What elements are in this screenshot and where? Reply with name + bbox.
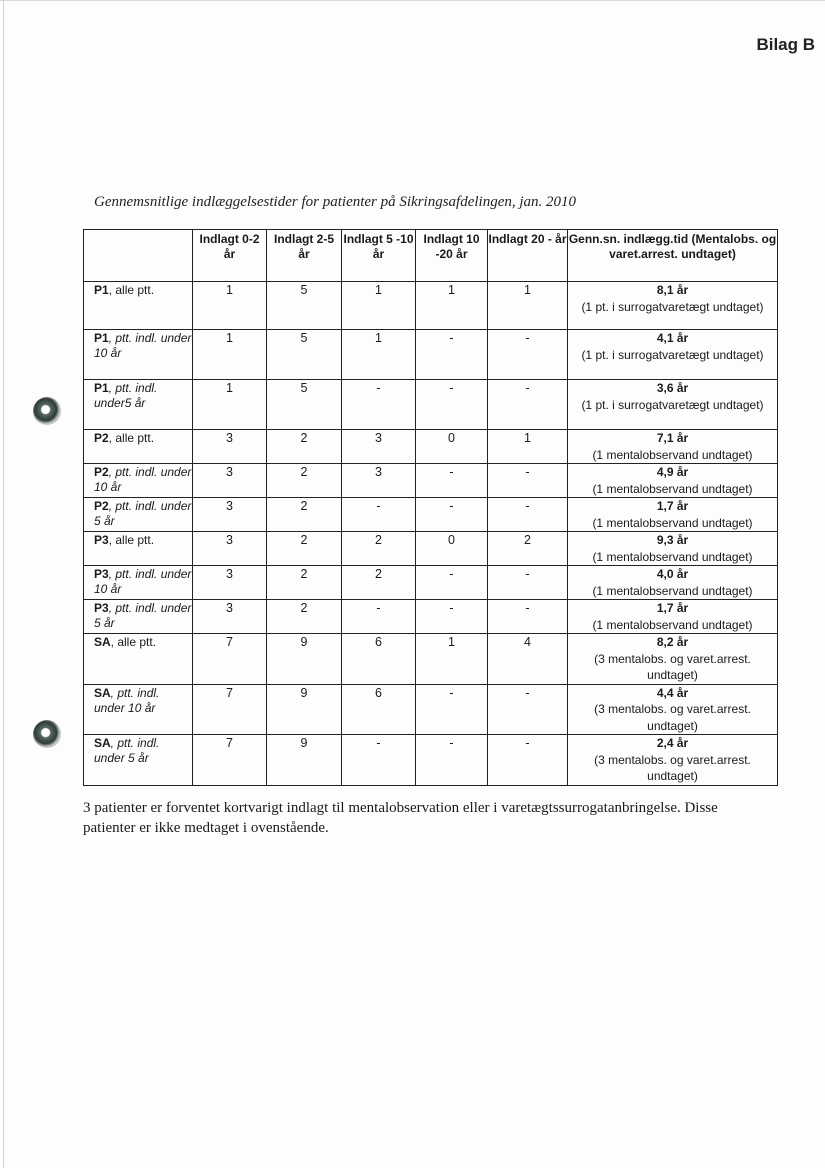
row-description: , ptt. indl. under5 år — [94, 381, 158, 410]
count-cell: 5 — [267, 282, 342, 330]
count-cell: - — [488, 735, 568, 786]
row-description: , ptt. indl. under 10 år — [94, 465, 192, 494]
unit-name: P1 — [94, 283, 109, 297]
header-cell-5-10: Indlagt 5 -10 år — [342, 230, 416, 282]
count-cell: - — [416, 600, 488, 634]
count-cell: 0 — [416, 532, 488, 566]
count-cell: 7 — [193, 735, 267, 786]
count-cell: 0 — [416, 430, 488, 464]
table-row — [84, 735, 778, 786]
row-description: , ptt. indl. under 10 år — [94, 685, 160, 715]
header-cell-2-5: Indlagt 2-5 år — [267, 230, 342, 282]
count-cell: - — [416, 464, 488, 498]
average-note: (1 mentalobservand undtaget) — [592, 447, 753, 462]
punch-hole-icon — [33, 397, 61, 425]
unit-name: P3 — [94, 533, 109, 547]
average-years: 3,6 år — [656, 381, 689, 395]
average-note: (1 mentalobservand undtaget) — [592, 549, 753, 564]
average-years: 8,2 år — [656, 635, 689, 649]
average-years: 7,1 år — [656, 431, 689, 445]
average-note: (1 mentalobservand undtaget) — [592, 481, 753, 496]
count-cell: 3 — [193, 566, 267, 600]
average-years: 4,9 år — [656, 465, 689, 479]
count-cell: - — [416, 330, 488, 380]
average-years: 4,1 år — [656, 331, 689, 345]
unit-name: P3 — [94, 601, 109, 615]
average-years: 8,1 år — [656, 283, 689, 297]
table-row — [84, 684, 778, 735]
average-cell — [568, 282, 778, 330]
count-cell: 2 — [267, 498, 342, 532]
row-label — [84, 380, 193, 430]
admission-table — [83, 229, 778, 786]
table-row — [84, 330, 778, 380]
count-cell: 2 — [267, 430, 342, 464]
count-cell: 1 — [416, 282, 488, 330]
table-caption: Gennemsnitlige indlæggelsestider for patienter på Sikringsafdelingen, jan. 2010 — [94, 194, 577, 210]
count-cell: 1 — [193, 380, 267, 430]
average-years: 9,3 år — [656, 533, 689, 547]
count-cell: 4 — [488, 634, 568, 685]
row-description: , ptt. indl. under 5 år — [94, 499, 192, 528]
row-label — [84, 282, 193, 330]
average-cell — [568, 380, 778, 430]
average-note: (3 mentalobs. og varet.arrest. undtaget) — [594, 651, 751, 682]
count-cell: 1 — [342, 282, 416, 330]
count-cell: - — [416, 566, 488, 600]
count-cell: 3 — [342, 464, 416, 498]
average-note: (1 pt. i surrogatvaretægt undtaget) — [581, 347, 764, 362]
page-left-edge — [3, 0, 4, 1168]
unit-name: SA — [94, 736, 111, 750]
average-note: (1 mentalobservand undtaget) — [592, 515, 753, 530]
average-years: 2,4 år — [656, 736, 689, 750]
count-cell: 5 — [267, 330, 342, 380]
unit-name: P2 — [94, 431, 109, 445]
header-cell-empty — [84, 230, 193, 282]
table-row — [84, 600, 778, 634]
count-cell: 2 — [267, 600, 342, 634]
count-cell: - — [488, 600, 568, 634]
count-cell: 1 — [193, 282, 267, 330]
count-cell: 3 — [193, 498, 267, 532]
count-cell: - — [342, 498, 416, 532]
average-note: (1 mentalobservand undtaget) — [592, 617, 753, 632]
count-cell: - — [342, 735, 416, 786]
row-description: , alle ptt. — [108, 431, 155, 445]
row-label — [84, 498, 193, 532]
average-cell — [568, 684, 778, 735]
count-cell: 2 — [267, 532, 342, 566]
row-label — [84, 464, 193, 498]
unit-name: P1 — [94, 381, 109, 395]
count-cell: 3 — [193, 464, 267, 498]
count-cell: 2 — [342, 532, 416, 566]
table-row — [84, 532, 778, 566]
count-cell: 5 — [267, 380, 342, 430]
appendix-label: Bilag B — [756, 35, 815, 54]
table-row — [84, 566, 778, 600]
average-note: (3 mentalobs. og varet.arrest. undtaget) — [594, 752, 751, 783]
unit-name: P3 — [94, 567, 109, 581]
average-years: 4,0 år — [656, 567, 689, 581]
average-cell — [568, 566, 778, 600]
count-cell: - — [416, 735, 488, 786]
row-label — [84, 532, 193, 566]
header-cell-20-plus: Indlagt 20 - år — [488, 230, 568, 282]
count-cell: - — [416, 380, 488, 430]
count-cell: - — [416, 498, 488, 532]
count-cell: 2 — [342, 566, 416, 600]
average-years: 1,7 år — [656, 601, 689, 615]
count-cell: 7 — [193, 684, 267, 735]
row-description: , alle ptt. — [108, 533, 155, 547]
count-cell: 3 — [342, 430, 416, 464]
count-cell: - — [342, 600, 416, 634]
row-description: , ptt. indl. under 10 år — [94, 567, 192, 596]
average-cell — [568, 430, 778, 464]
average-note: (3 mentalobs. og varet.arrest. undtaget) — [594, 702, 751, 733]
count-cell: - — [488, 684, 568, 735]
average-cell — [568, 464, 778, 498]
count-cell: 1 — [416, 634, 488, 685]
count-cell: 1 — [488, 430, 568, 464]
unit-name: P1 — [94, 331, 109, 345]
table-row — [84, 430, 778, 464]
row-label — [84, 634, 193, 685]
average-note: (1 pt. i surrogatvaretægt undtaget) — [581, 299, 764, 314]
count-cell: 1 — [342, 330, 416, 380]
table-row — [84, 282, 778, 330]
average-cell — [568, 498, 778, 532]
count-cell: 1 — [488, 282, 568, 330]
row-label — [84, 600, 193, 634]
count-cell: - — [488, 566, 568, 600]
count-cell: 1 — [193, 330, 267, 380]
header-row — [84, 230, 778, 282]
count-cell: 9 — [267, 634, 342, 685]
average-cell — [568, 330, 778, 380]
count-cell: 3 — [193, 532, 267, 566]
average-years: 1,7 år — [656, 499, 689, 513]
row-description: , alle ptt. — [110, 635, 157, 649]
table-row — [84, 634, 778, 685]
count-cell: - — [488, 330, 568, 380]
average-note: (1 pt. i surrogatvaretægt undtaget) — [581, 397, 764, 412]
count-cell: - — [416, 684, 488, 735]
unit-name: SA — [94, 685, 111, 700]
count-cell: 6 — [342, 684, 416, 735]
average-cell — [568, 600, 778, 634]
count-cell: 2 — [267, 464, 342, 498]
table-row — [84, 464, 778, 498]
row-label — [84, 684, 193, 735]
row-label — [84, 330, 193, 380]
average-cell — [568, 634, 778, 685]
row-description: , ptt. indl. under 5 år — [94, 736, 160, 765]
count-cell: 6 — [342, 634, 416, 685]
header-cell-average: Genn.sn. indlægg.tid (Mentalobs. og varet.arrest. undtaget) — [568, 230, 778, 282]
average-cell — [568, 532, 778, 566]
unit-name: P2 — [94, 499, 109, 513]
count-cell: - — [488, 498, 568, 532]
footnote: 3 patienter er forventet kortvarigt indlagt til mentalobservation eller i varetægtssurrogatanbringelse. Disse patienter er ikke medtaget i ovenstående. — [83, 800, 718, 836]
count-cell: 9 — [267, 735, 342, 786]
unit-name: P2 — [94, 465, 109, 479]
row-description: , alle ptt. — [108, 283, 155, 297]
row-label — [84, 430, 193, 464]
punch-hole-icon — [33, 720, 61, 748]
page-top-edge — [0, 0, 825, 1]
average-cell — [568, 735, 778, 786]
average-note: (1 mentalobservand undtaget) — [592, 583, 753, 598]
count-cell: 3 — [193, 600, 267, 634]
row-label — [84, 735, 193, 786]
count-cell: - — [488, 464, 568, 498]
header-cell-10-20: Indlagt 10 -20 år — [416, 230, 488, 282]
table-row — [84, 498, 778, 532]
row-label — [84, 566, 193, 600]
count-cell: 2 — [267, 566, 342, 600]
count-cell: 7 — [193, 634, 267, 685]
count-cell: 9 — [267, 684, 342, 735]
table-row — [84, 380, 778, 430]
average-years: 4,4 år — [656, 685, 689, 700]
unit-name: SA — [94, 635, 111, 649]
header-cell-0-2: Indlagt 0-2 år — [193, 230, 267, 282]
count-cell: - — [488, 380, 568, 430]
count-cell: 3 — [193, 430, 267, 464]
row-description: , ptt. indl. under 10 år — [94, 331, 192, 360]
row-description: , ptt. indl. under 5 år — [94, 601, 192, 630]
count-cell: 2 — [488, 532, 568, 566]
count-cell: - — [342, 380, 416, 430]
